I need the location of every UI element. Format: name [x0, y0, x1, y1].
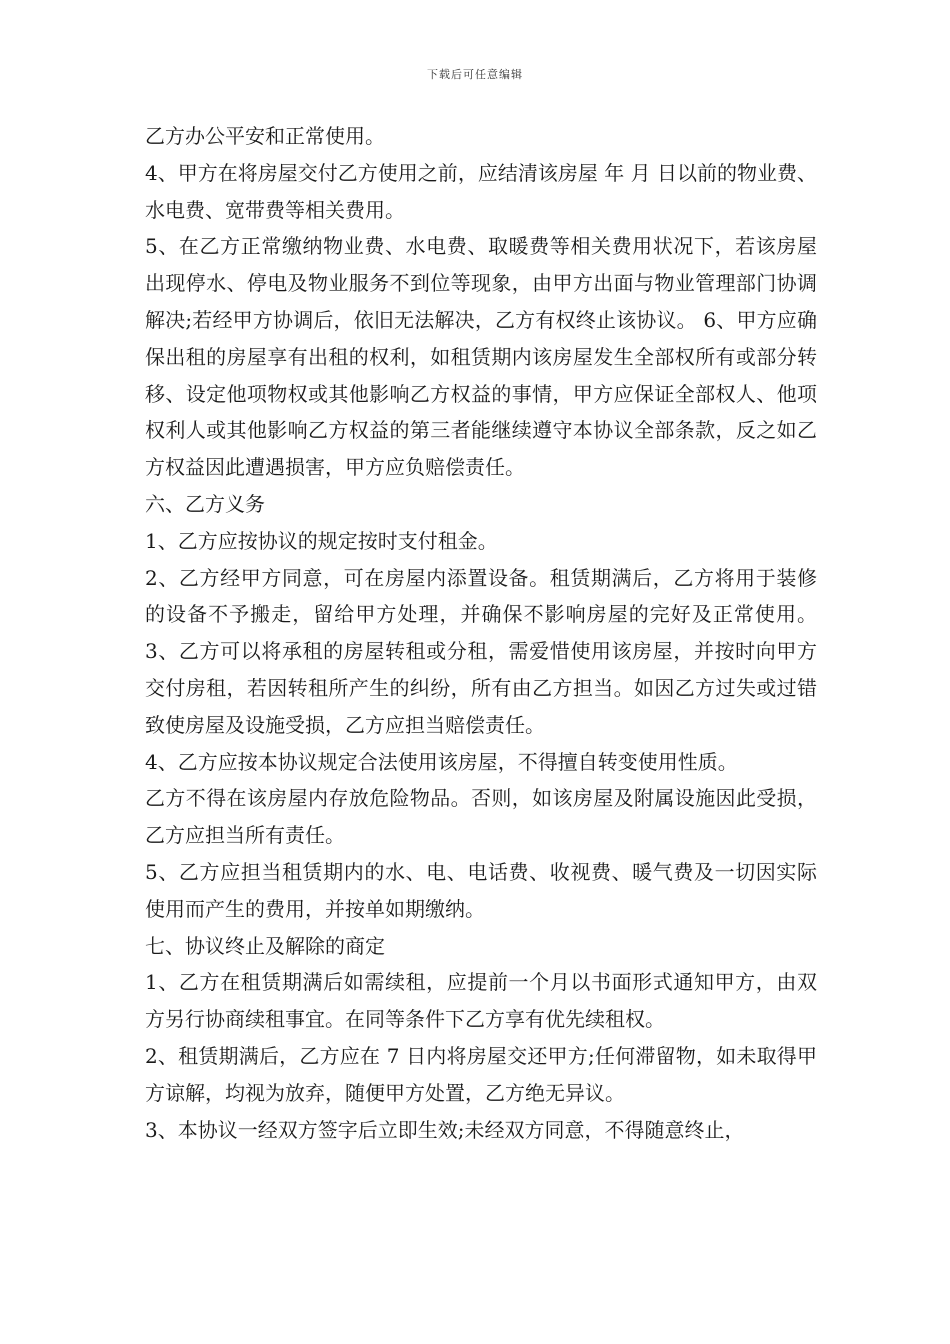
section-heading-7: 七、协议终止及解除的商定 [145, 933, 385, 958]
paragraph-6: 2、乙方经甲方同意，可在房屋内添置设备。租赁期满后，乙方将用于装修的设备不予搬走，留给甲方处理，并确保不影响房屋的完好及正常使用。 3、乙方可以将承租的房屋转租或分租，需爱惜使用该房屋，并按时向甲方交付房租，若因转租所产生的纠纷，所有由乙方担当。如因乙方过失或过错致使房屋及设施受损，乙方应担当赔偿责任。 [145, 565, 817, 737]
paragraph-5: 1、乙方应按协议的规定按时支付租金。 [145, 528, 498, 553]
paragraph-12: 2、租赁期满后，乙方应在 7 日内将房屋交还甲方;任何滞留物，如未取得甲方谅解，均视为放弃，随便甲方处置，乙方绝无异议。 [145, 1043, 817, 1105]
document-body [145, 118, 817, 1148]
paragraph-1: 乙方办公平安和正常使用。 [145, 124, 385, 148]
paragraph-8: 乙方不得在该房屋内存放危险物品。否则，如该房屋及附属设施因此受损，乙方应担当所有责任。 [145, 786, 817, 848]
paragraph-7: 4、乙方应按本协议规定合法使用该房屋，不得擅自转变使用性质。 [145, 749, 738, 774]
paragraph-11: 1、乙方在租赁期满后如需续租，应提前一个月以书面形式通知甲方，由双方另行协商续租事宜。在同等条件下乙方享有优先续租权。 [145, 970, 817, 1032]
paragraph-13: 3、本协议一经双方签字后立即生效;未经双方同意，不得随意终止， [145, 1117, 745, 1142]
page-header: 下载后可任意编辑 [427, 68, 523, 81]
paragraph-9: 5、乙方应担当租赁期内的水、电、电话费、收视费、暖气费及一切因实际使用而产生的费用，并按单如期缴纳。 [145, 859, 817, 921]
paragraph-3: 5、在乙方正常缴纳物业费、水电费、取暖费等相关费用状况下，若该房屋出现停水、停电及物业服务不到位等现象，由甲方出面与物业管理部门协调解决;若经甲方协调后，依旧无法解决，乙方有权终止该协议。 6、甲方应确保出租的房屋享有出租的权利，如租赁期内该房屋发生全部权所有或部分转移、设定他项物权或其他影响乙方权益的事情，甲方应保证全部权人、他项权利人或其他影响乙方权益的第三者能继续遵守本协议全部条款，反之如乙方权益因此遭遇损害，甲方应负赔偿责任。 [145, 234, 817, 480]
section-heading-6: 六、乙方义务 [145, 491, 265, 516]
paragraph-2: 4、甲方在将房屋交付乙方使用之前，应结清该房屋 年 月 日以前的物业费、水电费、宽带费等相关费用。 [145, 160, 817, 222]
